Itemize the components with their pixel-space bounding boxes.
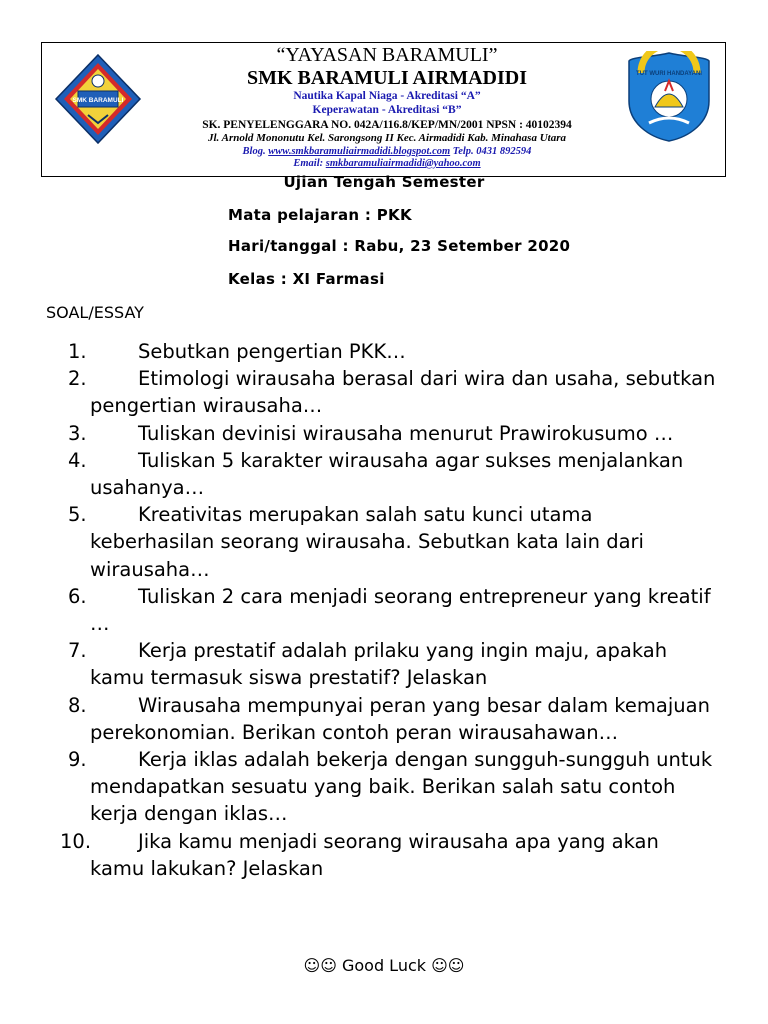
letterhead [41,42,726,177]
question-number: 5. [68,503,87,527]
school-logo [52,53,144,145]
question-number: 2. [68,367,87,391]
question-item [68,365,718,419]
letterhead-text [152,43,622,170]
question-item [68,692,718,746]
question-text: Tuliskan devinisi wirausaha menurut Prawirokusumo … [138,421,674,445]
question-text: Kerja prestatif adalah prilaku yang ingin maju, apakah kamu termasuk siswa prestatif? Jelaskan [90,639,668,690]
contact-line [152,145,622,158]
question-text: Tuliskan 2 cara menjadi seorang entrepreneur yang kreatif … [90,584,711,636]
question-text: Tuliskan 5 karakter wirausaha agar sukses menjalankan usahanya… [90,448,684,500]
question-number: 8. [68,693,87,717]
question-item [68,338,718,365]
question-number: 3. [68,421,87,445]
school-logo-text: SMK BARAMULI [72,97,124,104]
question-number: 9. [68,748,87,772]
email-link[interactable]: smkbaramuliairmadidi@yahoo.com [325,158,481,169]
question-item [68,501,718,583]
question-text: Wirausaha mempunyai peran yang besar dalam kemajuan perekonomian. Berikan contoh peran wirausahawan… [90,693,710,744]
blog-label: Blog. [242,146,266,157]
sk-npsn-line: SK. PENYELENGGARA NO. 042A/116.8/KEP/MN/2001 NPSN : 40102394 [202,119,572,131]
question-item [68,637,718,691]
school-name: SMK BARAMULI AIRMADIDI [246,67,527,89]
question-text: Kerja iklas adalah bekerja dengan sungguh-sungguh untuk mendapatkan sesuatu yang baik. Berikan salah satu contoh kerja dengan iklas… [90,748,713,826]
date-line: Hari/tanggal : Rabu, 23 Setember 2020 [228,237,571,255]
blog-link[interactable]: www.smkbaramuliairmadidi.blogspot.com [268,146,451,157]
question-text: Sebutkan pengertian PKK… [138,340,406,363]
phone-number: Telp. 0431 892594 [452,146,532,157]
tut-wuri-handayani-logo [625,51,713,143]
question-number: 6. [68,584,87,608]
school-address: Jl. Arnold Mononutu Kel. Sarongsong II Kec. Airmadidi Kab. Minahasa Utara [207,132,566,144]
question-item [68,447,718,501]
question-item [68,746,718,828]
email-label: Email: [293,158,324,169]
email-line [152,158,622,170]
question-item [68,583,718,637]
accreditation-nautika: Nautika Kapal Niaga - Akreditasi “A” [293,90,481,102]
question-item [68,420,718,447]
question-number: 1. [68,340,87,363]
class-line: Kelas : XI Farmasi [228,270,385,288]
question-number: 10. [60,829,92,853]
question-number: 4. [68,448,87,472]
section-label: SOAL/ESSAY [46,303,144,322]
question-list [60,338,718,882]
question-text: Jika kamu menjadi seorang wirausaha apa yang akan kamu lakukan? Jelaskan [90,829,659,880]
subject-line: Mata pelajaran : PKK [228,206,412,224]
question-item [60,828,718,882]
question-text: Etimologi wirausaha berasal dari wira dan usaha, sebutkan pengertian wirausaha… [90,367,716,418]
tut-wuri-logo-text: TUT WURI HANDAYANI [636,71,702,77]
good-luck-closing: ☺☺ Good Luck ☺☺ [303,956,465,975]
exam-title: Ujian Tengah Semester [283,173,485,191]
accreditation-keperawatan: Keperawatan - Akreditasi “B” [312,104,462,116]
foundation-name: “YAYASAN BARAMULI” [276,44,498,66]
question-text: Kreativitas merupakan salah satu kunci utama keberhasilan seorang wirausaha. Sebutkan kata lain dari wirausaha… [90,503,644,581]
question-number: 7. [68,639,87,663]
